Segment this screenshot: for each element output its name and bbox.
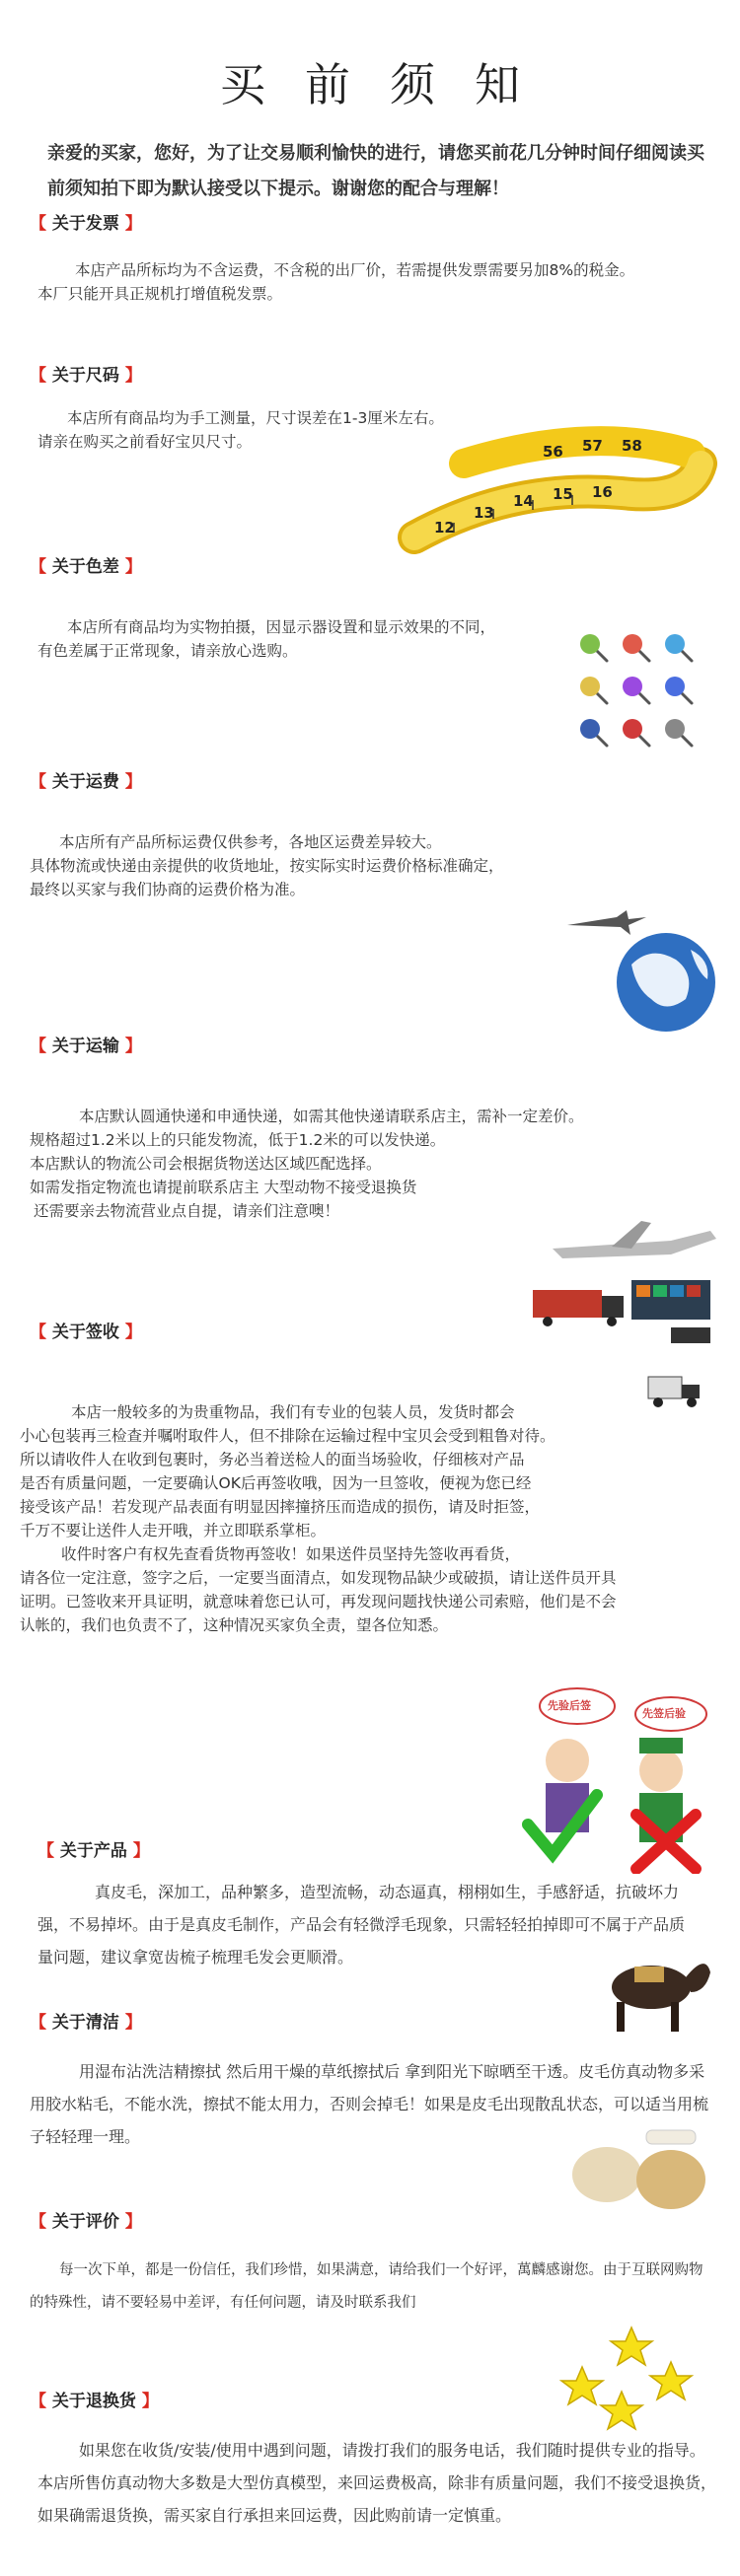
tape-measure-icon — [395, 424, 720, 562]
svg-text:13: 13 — [474, 504, 494, 522]
heading-shipping: 【 关于运输 】 — [30, 1037, 142, 1056]
heading-review: 【 关于评价 】 — [30, 2212, 142, 2232]
shipping-text — [30, 1105, 584, 1223]
bubble-left: 先验后签 — [548, 1699, 591, 1712]
heading-review-label: 关于评价 — [51, 2212, 119, 2232]
stars-icon — [553, 2308, 710, 2436]
shipping-line: 还需要亲去物流营业点自提，请亲们注意噢！ — [34, 1202, 340, 1220]
sign-check-cartoon — [498, 1677, 725, 1874]
intro-text: 亲爱的买家，您好，为了让交易顺利愉快的进行，请您买前花几分钟时间仔细阅读买前须知拍下即为默认接受以下提示。谢谢您的配合与理解！ — [47, 143, 704, 199]
receipt-line: 认帐的，我们也负责不了，这种情况买家负全责，望各位知悉。 — [20, 1616, 449, 1634]
globe-plane-icon — [557, 905, 735, 1034]
page-title: 买前须知 — [220, 58, 559, 111]
svg-text:16: 16 — [592, 483, 613, 501]
freight-line: 具体物流或快递由亲提供的收货地址，按实际实时运费价格标准确定， — [30, 857, 504, 875]
size-line: 请亲在购买之前看好宝贝尺寸。 — [37, 433, 253, 451]
shipping-line: 本店默认圆通快递和申通快递，如需其他快递请联系店主，需补一定差价。 — [79, 1108, 584, 1125]
svg-text:12: 12 — [434, 519, 455, 537]
color-line: 本店所有商品均为实物拍摄，因显示器设置和显示效果的不同， — [67, 618, 496, 636]
receipt-line: 接受该产品！若发现产品表面有明显因摔撞挤压而造成的损伤，请及时拒签， — [20, 1498, 541, 1516]
svg-text:15: 15 — [553, 485, 573, 503]
heading-product: 【 关于产品 】 — [37, 1841, 150, 1861]
logistics-icon — [523, 1211, 730, 1349]
invoice-line: 本店产品所标均为不含运费，不含税的出厂价，若需提供发票需要另加8%的税金。 — [75, 261, 635, 279]
receipt-line: 本店一般较多的为贵重物品，我们有专业的包装人员，发货时都会 — [71, 1403, 515, 1421]
heading-color: 【 关于色差 】 — [30, 557, 142, 577]
heading-shipping-label: 关于运输 — [51, 1037, 119, 1056]
shipping-line: 本店默认的物流公司会根据货物送达区域匹配选择。 — [30, 1155, 382, 1173]
receipt-line: 小心包装再三检查并嘱咐取件人，但不排除在运输过程中宝贝会受到粗鲁对待。 — [20, 1427, 555, 1445]
brush-sponge-icon — [567, 2120, 715, 2219]
size-text — [37, 406, 444, 454]
receipt-line: 所以请收件人在收到包裹时，务必当着送检人的面当场验收，仔细核对产品 — [20, 1451, 525, 1468]
heading-receipt: 【 关于签收 】 — [30, 1323, 142, 1342]
svg-text:58: 58 — [622, 437, 642, 455]
heading-freight: 【 关于运费 】 — [30, 772, 142, 792]
cleaning-text: 用湿布沾洗洁精擦拭 然后用干燥的草纸擦拭后 拿到阳光下晾晒至干透。皮毛仿真动物多采用胶水粘毛，不能水洗，擦拭不能太用力，否则会掉毛！如果是皮毛出现散乱状态，可以适当用梳子轻轻理一理。 — [30, 2062, 709, 2146]
receipt-text — [20, 1400, 617, 1637]
heading-invoice: 【 关于发票 】 — [30, 214, 142, 234]
svg-text:14: 14 — [513, 492, 534, 510]
color-swatch-magnifiers — [577, 631, 705, 759]
shipping-line: 规格超过1.2米以上的只能发物流，低于1.2米的可以发快递。 — [30, 1131, 446, 1149]
freight-line: 本店所有产品所标运费仅供参考，各地区运费差异较大。 — [59, 833, 442, 851]
receipt-line: 是否有质量问题，一定要确认OK后再签收哦，因为一旦签收，便视为您已经 — [20, 1474, 532, 1492]
courier-cartoon-icon — [498, 1677, 725, 1874]
returns-text: 如果您在收货/安装/使用中遇到问题，请拨打我们的服务电话，我们随时提供专业的指导。本店所售仿真动物大多数是大型仿真模型，来回运费极高，除非有质量问题，我们不接受退换货，如果确需退货换，需买家自行承担来回运费，因此购前请一定慎重。 — [37, 2441, 717, 2525]
freight-line: 最终以买家与我们协商的运费价格为准。 — [30, 881, 306, 898]
freight-text — [30, 830, 504, 901]
delivery-truck-icon — [646, 1371, 705, 1410]
heading-receipt-label: 关于签收 — [51, 1323, 119, 1342]
heading-size: 【 关于尺码 】 — [30, 366, 142, 386]
donkey-toy-icon — [597, 1933, 725, 2041]
review-text: 每一次下单，都是一份信任，我们珍惜，如果满意，请给我们一个好评，萬麟感谢您。由于互联网购物的特殊性，请不要轻易中差评，有任何问题，请及时联系我们 — [30, 2262, 703, 2311]
color-line: 有色差属于正常现象，请亲放心选购。 — [37, 642, 298, 660]
shipping-line: 如需发指定物流也请提前联系店主 大型动物不接受退换货 — [30, 1179, 417, 1196]
heading-color-label: 关于色差 — [51, 557, 119, 577]
magnifier-icon-grid — [577, 631, 705, 759]
receipt-line: 证明。已签收来开具证明，就意味着您已认可，再发现问题找快递公司索赔，他们是不会 — [20, 1593, 617, 1610]
invoice-text — [37, 258, 634, 306]
heading-cleaning-label: 关于清洁 — [51, 2013, 119, 2033]
heading-freight-label: 关于运费 — [51, 772, 119, 792]
bubble-right: 先签后验 — [642, 1707, 686, 1720]
heading-size-label: 关于尺码 — [51, 366, 119, 386]
heading-cleaning: 【 关于清洁 】 — [30, 2013, 142, 2033]
heading-returns: 【 关于退换货 】 — [30, 2392, 159, 2411]
heading-returns-label: 关于退换货 — [51, 2392, 136, 2411]
product-text: 真皮毛，深加工，品种繁多，造型流畅，动态逼真，栩栩如生，手感舒适，抗破坏力强，不易掉坏。由于是真皮毛制作，产品会有轻微浮毛现象，只需轻轻拍掉即可不属于产品质量问题，建议拿宽齿梳子梳理毛发会更顺滑。 — [37, 1883, 686, 1967]
svg-text:57: 57 — [582, 437, 603, 455]
receipt-line: 收件时客户有权先查看货物再签收！如果送件员坚持先签收再看货， — [61, 1545, 521, 1563]
color-text — [37, 615, 495, 663]
receipt-line: 千万不要让送件人走开哦，并立即联系掌柜。 — [20, 1522, 327, 1539]
receipt-line: 请各位一定注意，签字之后，一定要当面清点，如发现物品缺少或破损，请让送件员开具 — [20, 1569, 617, 1587]
invoice-line: 本厂只能开具正规机打增值税发票。 — [37, 285, 283, 303]
svg-text:56: 56 — [543, 443, 563, 461]
heading-invoice-label: 关于发票 — [51, 214, 119, 234]
size-line: 本店所有商品均为手工测量，尺寸误差在1-3厘米左右。 — [67, 409, 444, 427]
heading-product-label: 关于产品 — [59, 1841, 127, 1861]
